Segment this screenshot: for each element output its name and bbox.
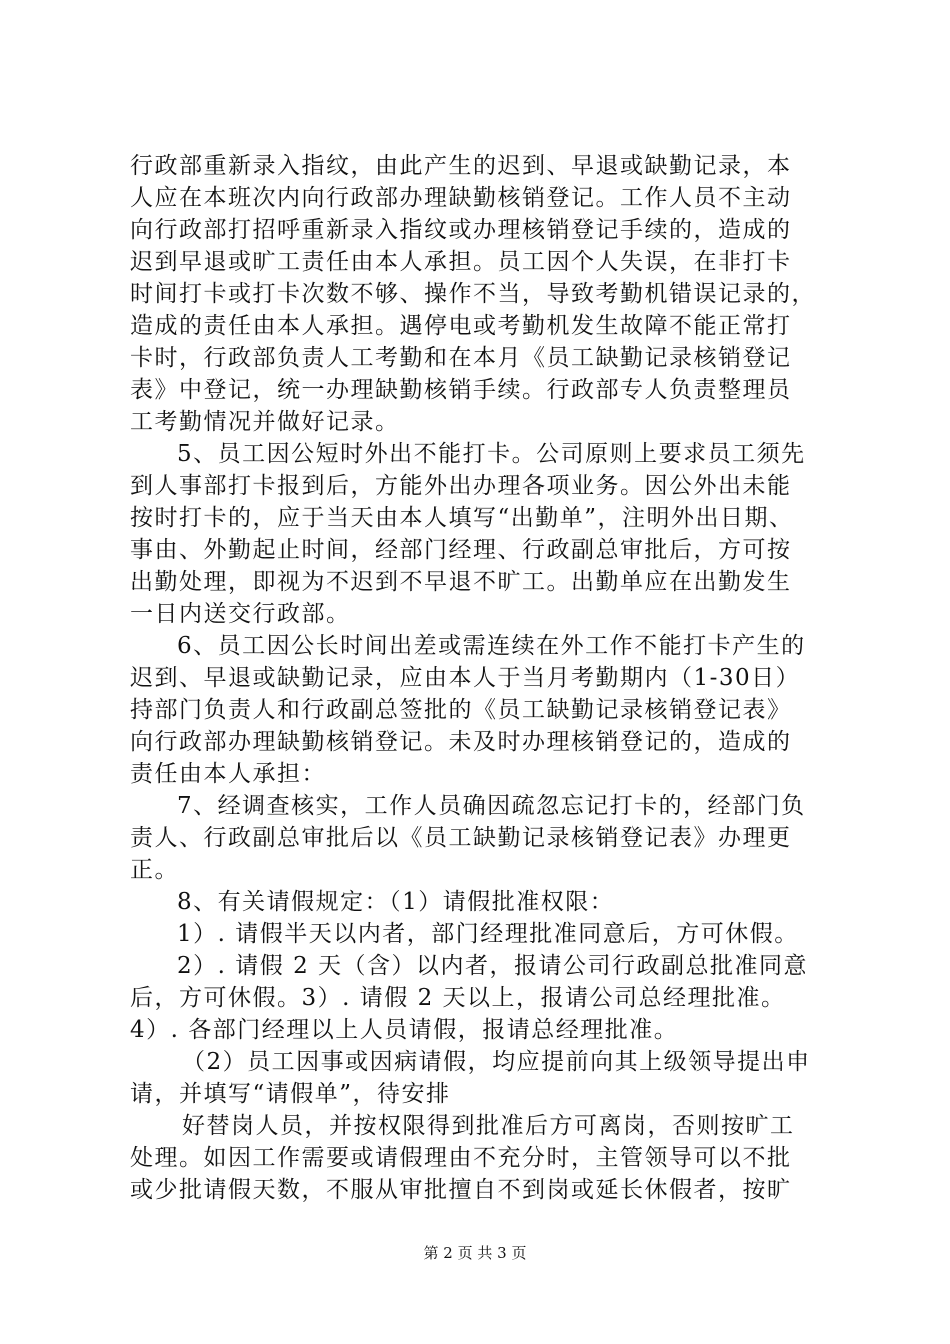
document-body — [130, 150, 835, 1206]
text-line: 人应在本班次内向行政部办理缺勤核销登记。工作人员不主动 — [130, 185, 792, 211]
leave-rule-4: 4）. 各部门经理以上人员请假，报请总经理批准。 — [130, 1017, 679, 1043]
text-line: 一日内送交行政部。 — [130, 601, 351, 627]
paragraph-6-start: 6、员工因公长时间出差或需连续在外工作不能打卡产生的 — [177, 633, 806, 659]
text-line: 造成的责任由本人承担。遇停电或考勤机发生故障不能正常打 — [130, 313, 792, 339]
text-line: 请，并填写“请假单”，待安排 — [130, 1081, 451, 1107]
leave-rule-1: 1）. 请假半天以内者，部门经理批准同意后，方可休假。 — [177, 921, 799, 947]
paragraph-leave-2-continue: 好替岗人员，并按权限得到批准后方可离岗，否则按旷工 — [182, 1113, 795, 1139]
page-footer: 第 2 页 共 3 页 — [423, 1244, 527, 1262]
text-line: 向行政部办理缺勤核销登记。未及时办理核销登记的，造成的 — [130, 729, 792, 755]
paragraph-5-start: 5、员工因公短时外出不能打卡。公司原则上要求员工须先 — [177, 441, 806, 467]
text-line: 时间打卡或打卡次数不够、操作不当，导致考勤机错误记录的， — [130, 281, 816, 307]
text-line: 后，方可休假。3）. 请假 2 天以上，报请公司总经理批准。 — [130, 985, 786, 1011]
text-line: 按时打卡的，应于当天由本人填写“出勤单”，注明外出日期、 — [130, 505, 794, 531]
text-line: 持部门负责人和行政副总签批的《员工缺勤记录核销登记表》 — [130, 697, 792, 723]
paragraph-leave-2-start: （2）员工因事或因病请假，均应提前向其上级领导提出申 — [182, 1049, 811, 1075]
text-line: 迟到早退或旷工责任由本人承担。员工因个人失误，在非打卡 — [130, 249, 792, 275]
text-line: 卡时，行政部负责人工考勤和在本月《员工缺勤记录核销登记 — [130, 345, 792, 371]
text-line: 责任由本人承担： — [130, 761, 326, 787]
paragraph-8-start: 8、有关请假规定：（1）请假批准权限： — [177, 889, 615, 915]
leave-rule-2: 2）. 请假 2 天（含）以内者，报请公司行政副总批准同意 — [177, 953, 809, 979]
text-line: 责人、行政副总审批后以《员工缺勤记录核销登记表》办理更 — [130, 825, 792, 851]
text-line: 工考勤情况并做好记录。 — [130, 409, 400, 435]
text-line: 出勤处理，即视为不迟到不早退不旷工。出勤单应在出勤发生 — [130, 569, 792, 595]
text-line: 行政部重新录入指纹，由此产生的迟到、早退或缺勤记录，本 — [130, 153, 792, 179]
text-line: 或少批请假天数，不服从审批擅自不到岗或延长休假者，按旷 — [130, 1177, 792, 1203]
text-line: 事由、外勤起止时间，经部门经理、行政副总审批后，方可按 — [130, 537, 792, 563]
paragraph-7-start: 7、经调查核实，工作人员确因疏忽忘记打卡的，经部门负 — [177, 793, 806, 819]
text-line: 处理。如因工作需要或请假理由不充分时，主管领导可以不批 — [130, 1145, 792, 1171]
text-line: 正。 — [130, 857, 179, 883]
text-line: 到人事部打卡报到后，方能外出办理各项业务。因公外出未能 — [130, 473, 792, 499]
text-line: 向行政部打招呼重新录入指纹或办理核销登记手续的，造成的 — [130, 217, 792, 243]
text-line: 表》中登记，统一办理缺勤核销手续。行政部专人负责整理员 — [130, 377, 792, 403]
text-line: 迟到、早退或缺勤记录，应由本人于当月考勤期内（1-30日） — [130, 665, 801, 691]
